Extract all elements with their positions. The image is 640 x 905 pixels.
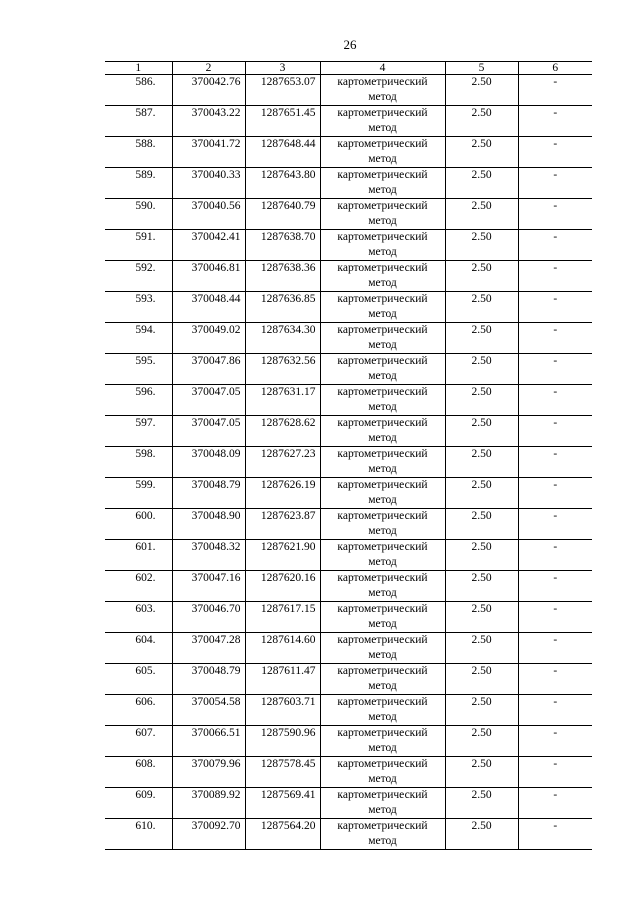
table-row xyxy=(105,416,592,447)
y-coordinate-cell: 1287627.23 xyxy=(245,447,320,478)
table-row xyxy=(105,819,592,850)
column-header-1: 1 xyxy=(105,62,172,75)
note-cell: - xyxy=(518,819,592,850)
note-cell: - xyxy=(518,571,592,602)
method-cell: картометрический метод xyxy=(320,106,445,137)
coordinates-table xyxy=(105,61,592,850)
x-coordinate-cell: 370047.86 xyxy=(172,354,245,385)
point-number-cell: 591. xyxy=(105,230,172,261)
table-row xyxy=(105,602,592,633)
table-row xyxy=(105,695,592,726)
table-row xyxy=(105,323,592,354)
y-coordinate-cell: 1287626.19 xyxy=(245,478,320,509)
method-cell: картометрический метод xyxy=(320,540,445,571)
accuracy-cell: 2.50 xyxy=(445,292,518,323)
accuracy-cell: 2.50 xyxy=(445,819,518,850)
point-number-cell: 609. xyxy=(105,788,172,819)
point-number-cell: 596. xyxy=(105,385,172,416)
x-coordinate-cell: 370043.22 xyxy=(172,106,245,137)
y-coordinate-cell: 1287603.71 xyxy=(245,695,320,726)
y-coordinate-cell: 1287653.07 xyxy=(245,75,320,106)
accuracy-cell: 2.50 xyxy=(445,571,518,602)
y-coordinate-cell: 1287651.45 xyxy=(245,106,320,137)
point-number-cell: 601. xyxy=(105,540,172,571)
accuracy-cell: 2.50 xyxy=(445,199,518,230)
point-number-cell: 597. xyxy=(105,416,172,447)
note-cell: - xyxy=(518,664,592,695)
note-cell: - xyxy=(518,385,592,416)
table-row xyxy=(105,633,592,664)
note-cell: - xyxy=(518,199,592,230)
column-header-3: 3 xyxy=(245,62,320,75)
column-header-4: 4 xyxy=(320,62,445,75)
table-row xyxy=(105,354,592,385)
point-number-cell: 599. xyxy=(105,478,172,509)
y-coordinate-cell: 1287623.87 xyxy=(245,509,320,540)
table-row xyxy=(105,571,592,602)
table-row xyxy=(105,168,592,199)
method-cell: картометрический метод xyxy=(320,168,445,199)
point-number-cell: 602. xyxy=(105,571,172,602)
note-cell: - xyxy=(518,323,592,354)
accuracy-cell: 2.50 xyxy=(445,354,518,385)
x-coordinate-cell: 370048.90 xyxy=(172,509,245,540)
accuracy-cell: 2.50 xyxy=(445,75,518,106)
note-cell: - xyxy=(518,354,592,385)
table-row xyxy=(105,261,592,292)
accuracy-cell: 2.50 xyxy=(445,261,518,292)
x-coordinate-cell: 370047.05 xyxy=(172,416,245,447)
table-row xyxy=(105,478,592,509)
method-cell: картометрический метод xyxy=(320,354,445,385)
y-coordinate-cell: 1287578.45 xyxy=(245,757,320,788)
method-cell: картометрический метод xyxy=(320,602,445,633)
point-number-cell: 598. xyxy=(105,447,172,478)
y-coordinate-cell: 1287632.56 xyxy=(245,354,320,385)
table-row xyxy=(105,106,592,137)
note-cell: - xyxy=(518,509,592,540)
x-coordinate-cell: 370048.79 xyxy=(172,478,245,509)
point-number-cell: 588. xyxy=(105,137,172,168)
note-cell: - xyxy=(518,757,592,788)
method-cell: картометрический метод xyxy=(320,75,445,106)
y-coordinate-cell: 1287611.47 xyxy=(245,664,320,695)
method-cell: картометрический метод xyxy=(320,571,445,602)
y-coordinate-cell: 1287640.79 xyxy=(245,199,320,230)
note-cell: - xyxy=(518,75,592,106)
accuracy-cell: 2.50 xyxy=(445,168,518,199)
method-cell: картометрический метод xyxy=(320,633,445,664)
y-coordinate-cell: 1287648.44 xyxy=(245,137,320,168)
method-cell: картометрический метод xyxy=(320,385,445,416)
method-cell: картометрический метод xyxy=(320,137,445,168)
x-coordinate-cell: 370046.81 xyxy=(172,261,245,292)
x-coordinate-cell: 370079.96 xyxy=(172,757,245,788)
note-cell: - xyxy=(518,478,592,509)
accuracy-cell: 2.50 xyxy=(445,416,518,447)
table-header-row xyxy=(105,62,592,75)
x-coordinate-cell: 370042.41 xyxy=(172,230,245,261)
x-coordinate-cell: 370047.16 xyxy=(172,571,245,602)
note-cell: - xyxy=(518,788,592,819)
point-number-cell: 610. xyxy=(105,819,172,850)
method-cell: картометрический метод xyxy=(320,199,445,230)
accuracy-cell: 2.50 xyxy=(445,633,518,664)
note-cell: - xyxy=(518,633,592,664)
note-cell: - xyxy=(518,292,592,323)
note-cell: - xyxy=(518,602,592,633)
note-cell: - xyxy=(518,230,592,261)
x-coordinate-cell: 370089.92 xyxy=(172,788,245,819)
x-coordinate-cell: 370092.70 xyxy=(172,819,245,850)
method-cell: картометрический метод xyxy=(320,819,445,850)
x-coordinate-cell: 370047.28 xyxy=(172,633,245,664)
y-coordinate-cell: 1287621.90 xyxy=(245,540,320,571)
point-number-cell: 586. xyxy=(105,75,172,106)
method-cell: картометрический метод xyxy=(320,323,445,354)
table-row xyxy=(105,757,592,788)
method-cell: картометрический метод xyxy=(320,695,445,726)
point-number-cell: 592. xyxy=(105,261,172,292)
note-cell: - xyxy=(518,726,592,757)
column-header-2: 2 xyxy=(172,62,245,75)
accuracy-cell: 2.50 xyxy=(445,509,518,540)
note-cell: - xyxy=(518,106,592,137)
method-cell: картометрический метод xyxy=(320,230,445,261)
table-row xyxy=(105,447,592,478)
accuracy-cell: 2.50 xyxy=(445,695,518,726)
point-number-cell: 595. xyxy=(105,354,172,385)
method-cell: картометрический метод xyxy=(320,292,445,323)
accuracy-cell: 2.50 xyxy=(445,230,518,261)
x-coordinate-cell: 370048.32 xyxy=(172,540,245,571)
accuracy-cell: 2.50 xyxy=(445,478,518,509)
x-coordinate-cell: 370048.09 xyxy=(172,447,245,478)
accuracy-cell: 2.50 xyxy=(445,540,518,571)
table-row xyxy=(105,199,592,230)
accuracy-cell: 2.50 xyxy=(445,447,518,478)
table-row xyxy=(105,137,592,168)
y-coordinate-cell: 1287643.80 xyxy=(245,168,320,199)
note-cell: - xyxy=(518,416,592,447)
method-cell: картометрический метод xyxy=(320,261,445,292)
table-row xyxy=(105,75,592,106)
x-coordinate-cell: 370040.33 xyxy=(172,168,245,199)
table-body xyxy=(105,75,592,850)
page-number: 26 xyxy=(343,37,357,52)
x-coordinate-cell: 370054.58 xyxy=(172,695,245,726)
table-row xyxy=(105,385,592,416)
note-cell: - xyxy=(518,695,592,726)
method-cell: картометрический метод xyxy=(320,757,445,788)
column-header-5: 5 xyxy=(445,62,518,75)
y-coordinate-cell: 1287590.96 xyxy=(245,726,320,757)
y-coordinate-cell: 1287631.17 xyxy=(245,385,320,416)
point-number-cell: 589. xyxy=(105,168,172,199)
method-cell: картометрический метод xyxy=(320,664,445,695)
point-number-cell: 593. xyxy=(105,292,172,323)
y-coordinate-cell: 1287636.85 xyxy=(245,292,320,323)
method-cell: картометрический метод xyxy=(320,416,445,447)
column-header-6: 6 xyxy=(518,62,592,75)
table-row xyxy=(105,726,592,757)
note-cell: - xyxy=(518,168,592,199)
y-coordinate-cell: 1287564.20 xyxy=(245,819,320,850)
table-row xyxy=(105,664,592,695)
accuracy-cell: 2.50 xyxy=(445,664,518,695)
x-coordinate-cell: 370042.76 xyxy=(172,75,245,106)
point-number-cell: 607. xyxy=(105,726,172,757)
point-number-cell: 608. xyxy=(105,757,172,788)
x-coordinate-cell: 370049.02 xyxy=(172,323,245,354)
table-row xyxy=(105,230,592,261)
accuracy-cell: 2.50 xyxy=(445,385,518,416)
x-coordinate-cell: 370041.72 xyxy=(172,137,245,168)
accuracy-cell: 2.50 xyxy=(445,602,518,633)
point-number-cell: 590. xyxy=(105,199,172,230)
table-row xyxy=(105,788,592,819)
point-number-cell: 587. xyxy=(105,106,172,137)
accuracy-cell: 2.50 xyxy=(445,137,518,168)
point-number-cell: 594. xyxy=(105,323,172,354)
x-coordinate-cell: 370048.44 xyxy=(172,292,245,323)
note-cell: - xyxy=(518,137,592,168)
accuracy-cell: 2.50 xyxy=(445,788,518,819)
accuracy-cell: 2.50 xyxy=(445,757,518,788)
y-coordinate-cell: 1287569.41 xyxy=(245,788,320,819)
method-cell: картометрический метод xyxy=(320,478,445,509)
accuracy-cell: 2.50 xyxy=(445,726,518,757)
note-cell: - xyxy=(518,447,592,478)
method-cell: картометрический метод xyxy=(320,509,445,540)
y-coordinate-cell: 1287620.16 xyxy=(245,571,320,602)
note-cell: - xyxy=(518,261,592,292)
y-coordinate-cell: 1287614.60 xyxy=(245,633,320,664)
point-number-cell: 603. xyxy=(105,602,172,633)
table-row xyxy=(105,509,592,540)
x-coordinate-cell: 370040.56 xyxy=(172,199,245,230)
table-row xyxy=(105,292,592,323)
accuracy-cell: 2.50 xyxy=(445,323,518,354)
x-coordinate-cell: 370047.05 xyxy=(172,385,245,416)
x-coordinate-cell: 370048.79 xyxy=(172,664,245,695)
method-cell: картометрический метод xyxy=(320,788,445,819)
y-coordinate-cell: 1287617.15 xyxy=(245,602,320,633)
x-coordinate-cell: 370046.70 xyxy=(172,602,245,633)
point-number-cell: 606. xyxy=(105,695,172,726)
point-number-cell: 604. xyxy=(105,633,172,664)
point-number-cell: 605. xyxy=(105,664,172,695)
y-coordinate-cell: 1287638.36 xyxy=(245,261,320,292)
accuracy-cell: 2.50 xyxy=(445,106,518,137)
method-cell: картометрический метод xyxy=(320,726,445,757)
y-coordinate-cell: 1287634.30 xyxy=(245,323,320,354)
point-number-cell: 600. xyxy=(105,509,172,540)
method-cell: картометрический метод xyxy=(320,447,445,478)
y-coordinate-cell: 1287628.62 xyxy=(245,416,320,447)
table-row xyxy=(105,540,592,571)
x-coordinate-cell: 370066.51 xyxy=(172,726,245,757)
note-cell: - xyxy=(518,540,592,571)
y-coordinate-cell: 1287638.70 xyxy=(245,230,320,261)
